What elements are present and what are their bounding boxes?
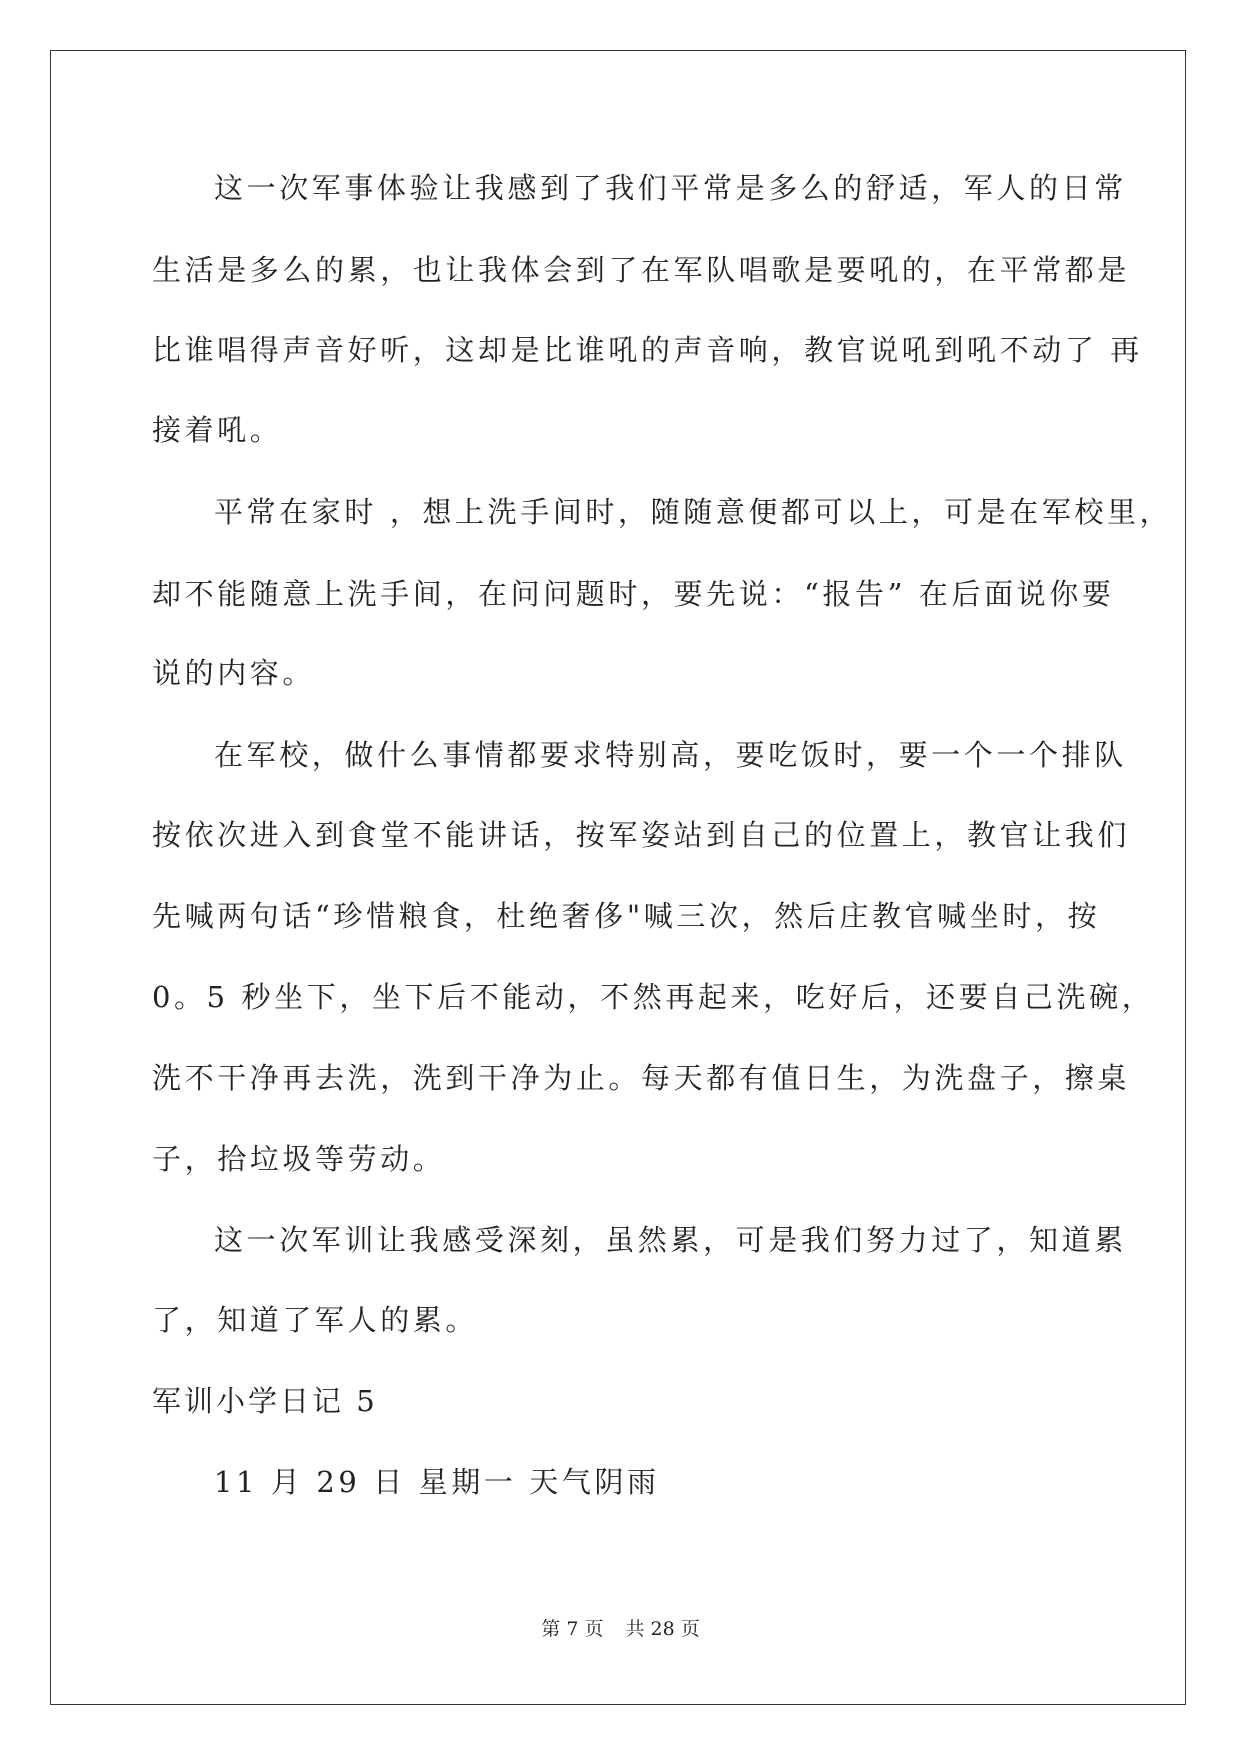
- paragraph-line: 这一次军事体验让我感到了我们平常是多么的舒适，军人的日常: [214, 171, 1127, 205]
- paragraph-line: 在军校，做什么事情都要求特别高，要吃饭时，要一个一个排队: [214, 738, 1127, 772]
- date-line: 11 月 29 日 星期一 天气阴雨: [214, 1465, 660, 1499]
- paragraph-line: 0。5 秒坐下，坐下后不能动，不然再起来，吃好后，还要自己洗碗，: [152, 980, 1155, 1014]
- paragraph-line: 生活是多么的累，也让我体会到了在军队唱歌是要吼的，在平常都是: [152, 253, 1131, 287]
- paragraph-line: 接着吼。: [152, 413, 283, 447]
- section-heading: 军训小学日记 5: [152, 1384, 378, 1418]
- page-border: [50, 50, 1186, 1705]
- paragraph-line: 洗不干净再去洗，洗到干净为止。每天都有值日生，为洗盘子，擦桌: [152, 1061, 1131, 1095]
- paragraph-line: 平常在家时 ，想上洗手间时，随随意便都可以上，可是在军校里，: [214, 495, 1173, 529]
- paragraph-line: 却不能随意上洗手间，在问问题时，要先说：“报告” 在后面说你要: [152, 577, 1115, 611]
- paragraph-line: 按依次进入到食堂不能讲话，按军姿站到自己的位置上，教官让我们: [152, 818, 1131, 852]
- paragraph-line: 这一次军训让我感受深刻，虽然累，可是我们努力过了，知道累: [214, 1223, 1127, 1257]
- paragraph-line: 比谁唱得声音好听，这却是比谁吼的声音响，教官说吼到吼不动了 再: [152, 333, 1143, 367]
- paragraph-line: 了，知道了军人的累。: [152, 1303, 479, 1337]
- paragraph-line: 先喊两句话“珍惜粮食，杜绝奢侈"喊三次，然后庄教官喊坐时，按: [152, 899, 1101, 933]
- paragraph-line: 子，拾垃圾等劳动。: [152, 1142, 446, 1176]
- page-number: 第 7 页: [541, 1618, 604, 1640]
- paragraph-line: 说的内容。: [152, 656, 316, 690]
- page-footer: [0, 1617, 1241, 1641]
- page-total: 共 28 页: [625, 1618, 700, 1640]
